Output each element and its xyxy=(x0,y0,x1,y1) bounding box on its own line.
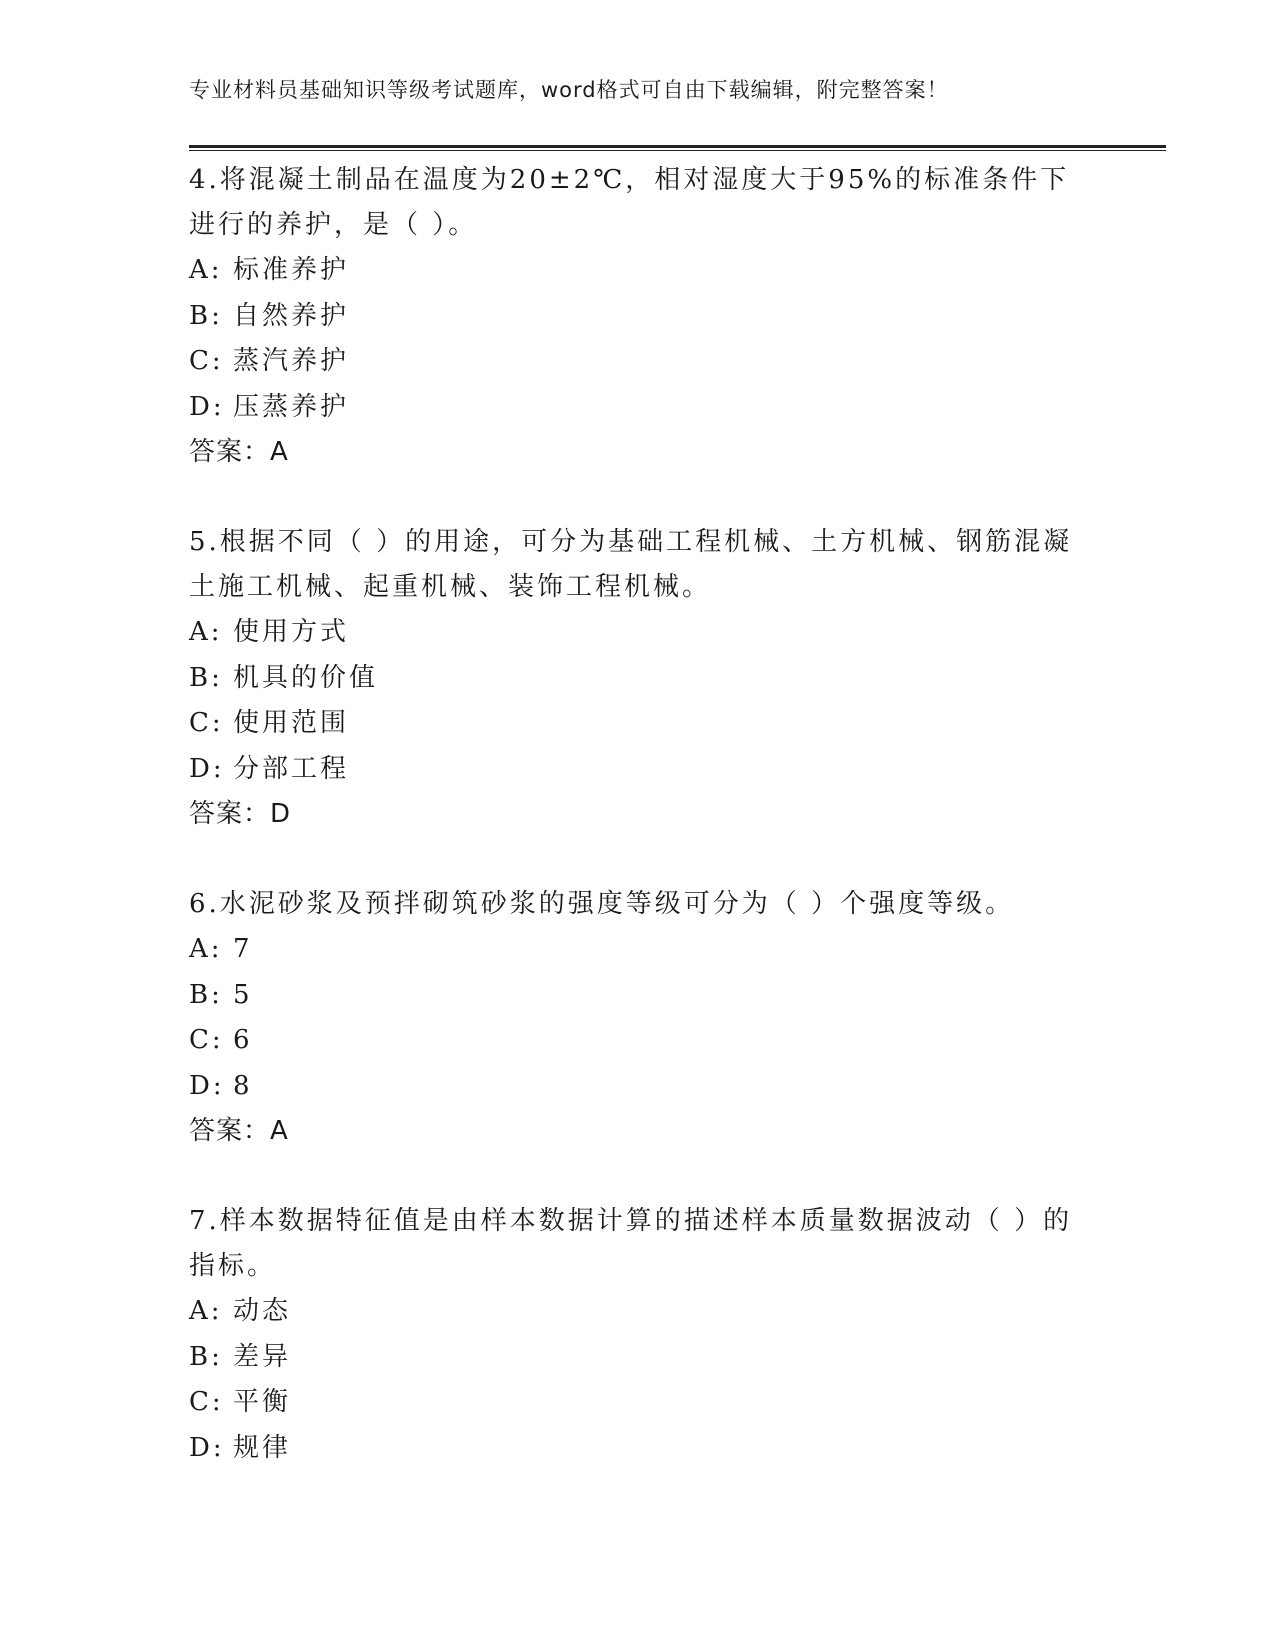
question-stem xyxy=(189,158,1089,248)
question-stem-line-1: 7.样本数据特征值是由样本数据计算的描述样本质量数据波动（ ）的 xyxy=(189,1206,1073,1236)
option-a xyxy=(189,927,1089,973)
answer-line: 答案：A xyxy=(189,437,289,467)
option-key: D: xyxy=(189,753,225,784)
option-text: 差异 xyxy=(233,1341,292,1372)
option-key: B: xyxy=(189,1341,223,1372)
option-d xyxy=(189,385,1089,431)
option-text: 5 xyxy=(233,979,253,1010)
option-b xyxy=(189,656,1089,702)
page-header: 专业材料员基础知识等级考试题库，word格式可自由下载编辑，附完整答案！ xyxy=(189,78,949,102)
option-text: 动态 xyxy=(233,1296,292,1326)
spacer xyxy=(189,837,1089,882)
option-key: A: xyxy=(189,617,223,647)
question-7 xyxy=(189,1199,1089,1471)
spacer xyxy=(189,1154,1089,1199)
option-text: 分部工程 xyxy=(233,753,350,784)
option-text: 使用方式 xyxy=(233,617,350,647)
question-stem-line-2: 进行的养护，是（ ）。 xyxy=(189,210,478,240)
answer-line: 答案：A xyxy=(189,1116,289,1146)
option-text: 机具的价值 xyxy=(233,662,379,693)
option-key: B: xyxy=(189,979,223,1010)
option-d xyxy=(189,747,1089,793)
answer-line: 答案：D xyxy=(189,799,292,829)
option-text: 7 xyxy=(233,934,253,964)
option-d xyxy=(189,1064,1089,1110)
option-key: C: xyxy=(189,1387,224,1417)
option-key: A: xyxy=(189,1296,223,1326)
option-text: 6 xyxy=(233,1025,253,1055)
option-a xyxy=(189,1289,1089,1335)
option-text: 8 xyxy=(233,1070,253,1101)
question-stem-line-1: 6.水泥砂浆及预拌砌筑砂浆的强度等级可分为（ ）个强度等级。 xyxy=(189,889,1015,919)
option-key: D: xyxy=(189,1070,225,1101)
option-key: B: xyxy=(189,662,223,693)
option-key: C: xyxy=(189,708,224,738)
option-text: 自然养护 xyxy=(233,300,350,331)
option-c xyxy=(189,701,1089,747)
question-list xyxy=(189,158,1089,1471)
option-text: 规律 xyxy=(233,1432,292,1463)
option-key: C: xyxy=(189,346,224,376)
option-text: 压蒸养护 xyxy=(233,391,350,422)
question-stem xyxy=(189,520,1089,610)
question-stem-line-1: 5.根据不同（ ）的用途，可分为基础工程机械、土方机械、钢筋混凝 xyxy=(189,527,1073,557)
question-5 xyxy=(189,520,1089,837)
option-b xyxy=(189,1335,1089,1381)
question-stem-line-2: 指标。 xyxy=(189,1251,277,1281)
option-key: D: xyxy=(189,391,225,422)
option-a xyxy=(189,248,1089,294)
option-b xyxy=(189,294,1089,340)
option-key: A: xyxy=(189,934,223,964)
option-text: 蒸汽养护 xyxy=(233,346,350,376)
option-c xyxy=(189,1018,1089,1064)
option-b xyxy=(189,973,1089,1019)
option-text: 使用范围 xyxy=(233,708,350,738)
option-d xyxy=(189,1426,1089,1472)
option-c xyxy=(189,1380,1089,1426)
question-stem xyxy=(189,882,1089,927)
option-text: 平衡 xyxy=(233,1387,292,1417)
option-c xyxy=(189,339,1089,385)
option-a xyxy=(189,610,1089,656)
header-divider xyxy=(189,145,1166,151)
spacer xyxy=(189,475,1089,520)
option-text: 标准养护 xyxy=(233,255,350,285)
question-4 xyxy=(189,158,1089,475)
question-6 xyxy=(189,882,1089,1154)
question-stem xyxy=(189,1199,1089,1289)
question-stem-line-2: 土施工机械、起重机械、装饰工程机械。 xyxy=(189,572,712,602)
option-key: A: xyxy=(189,255,223,285)
option-key: B: xyxy=(189,300,223,331)
question-stem-line-1: 4.将混凝土制品在温度为20±2℃，相对湿度大于95%的标准条件下 xyxy=(189,165,1070,195)
option-key: C: xyxy=(189,1025,224,1055)
option-key: D: xyxy=(189,1432,225,1463)
